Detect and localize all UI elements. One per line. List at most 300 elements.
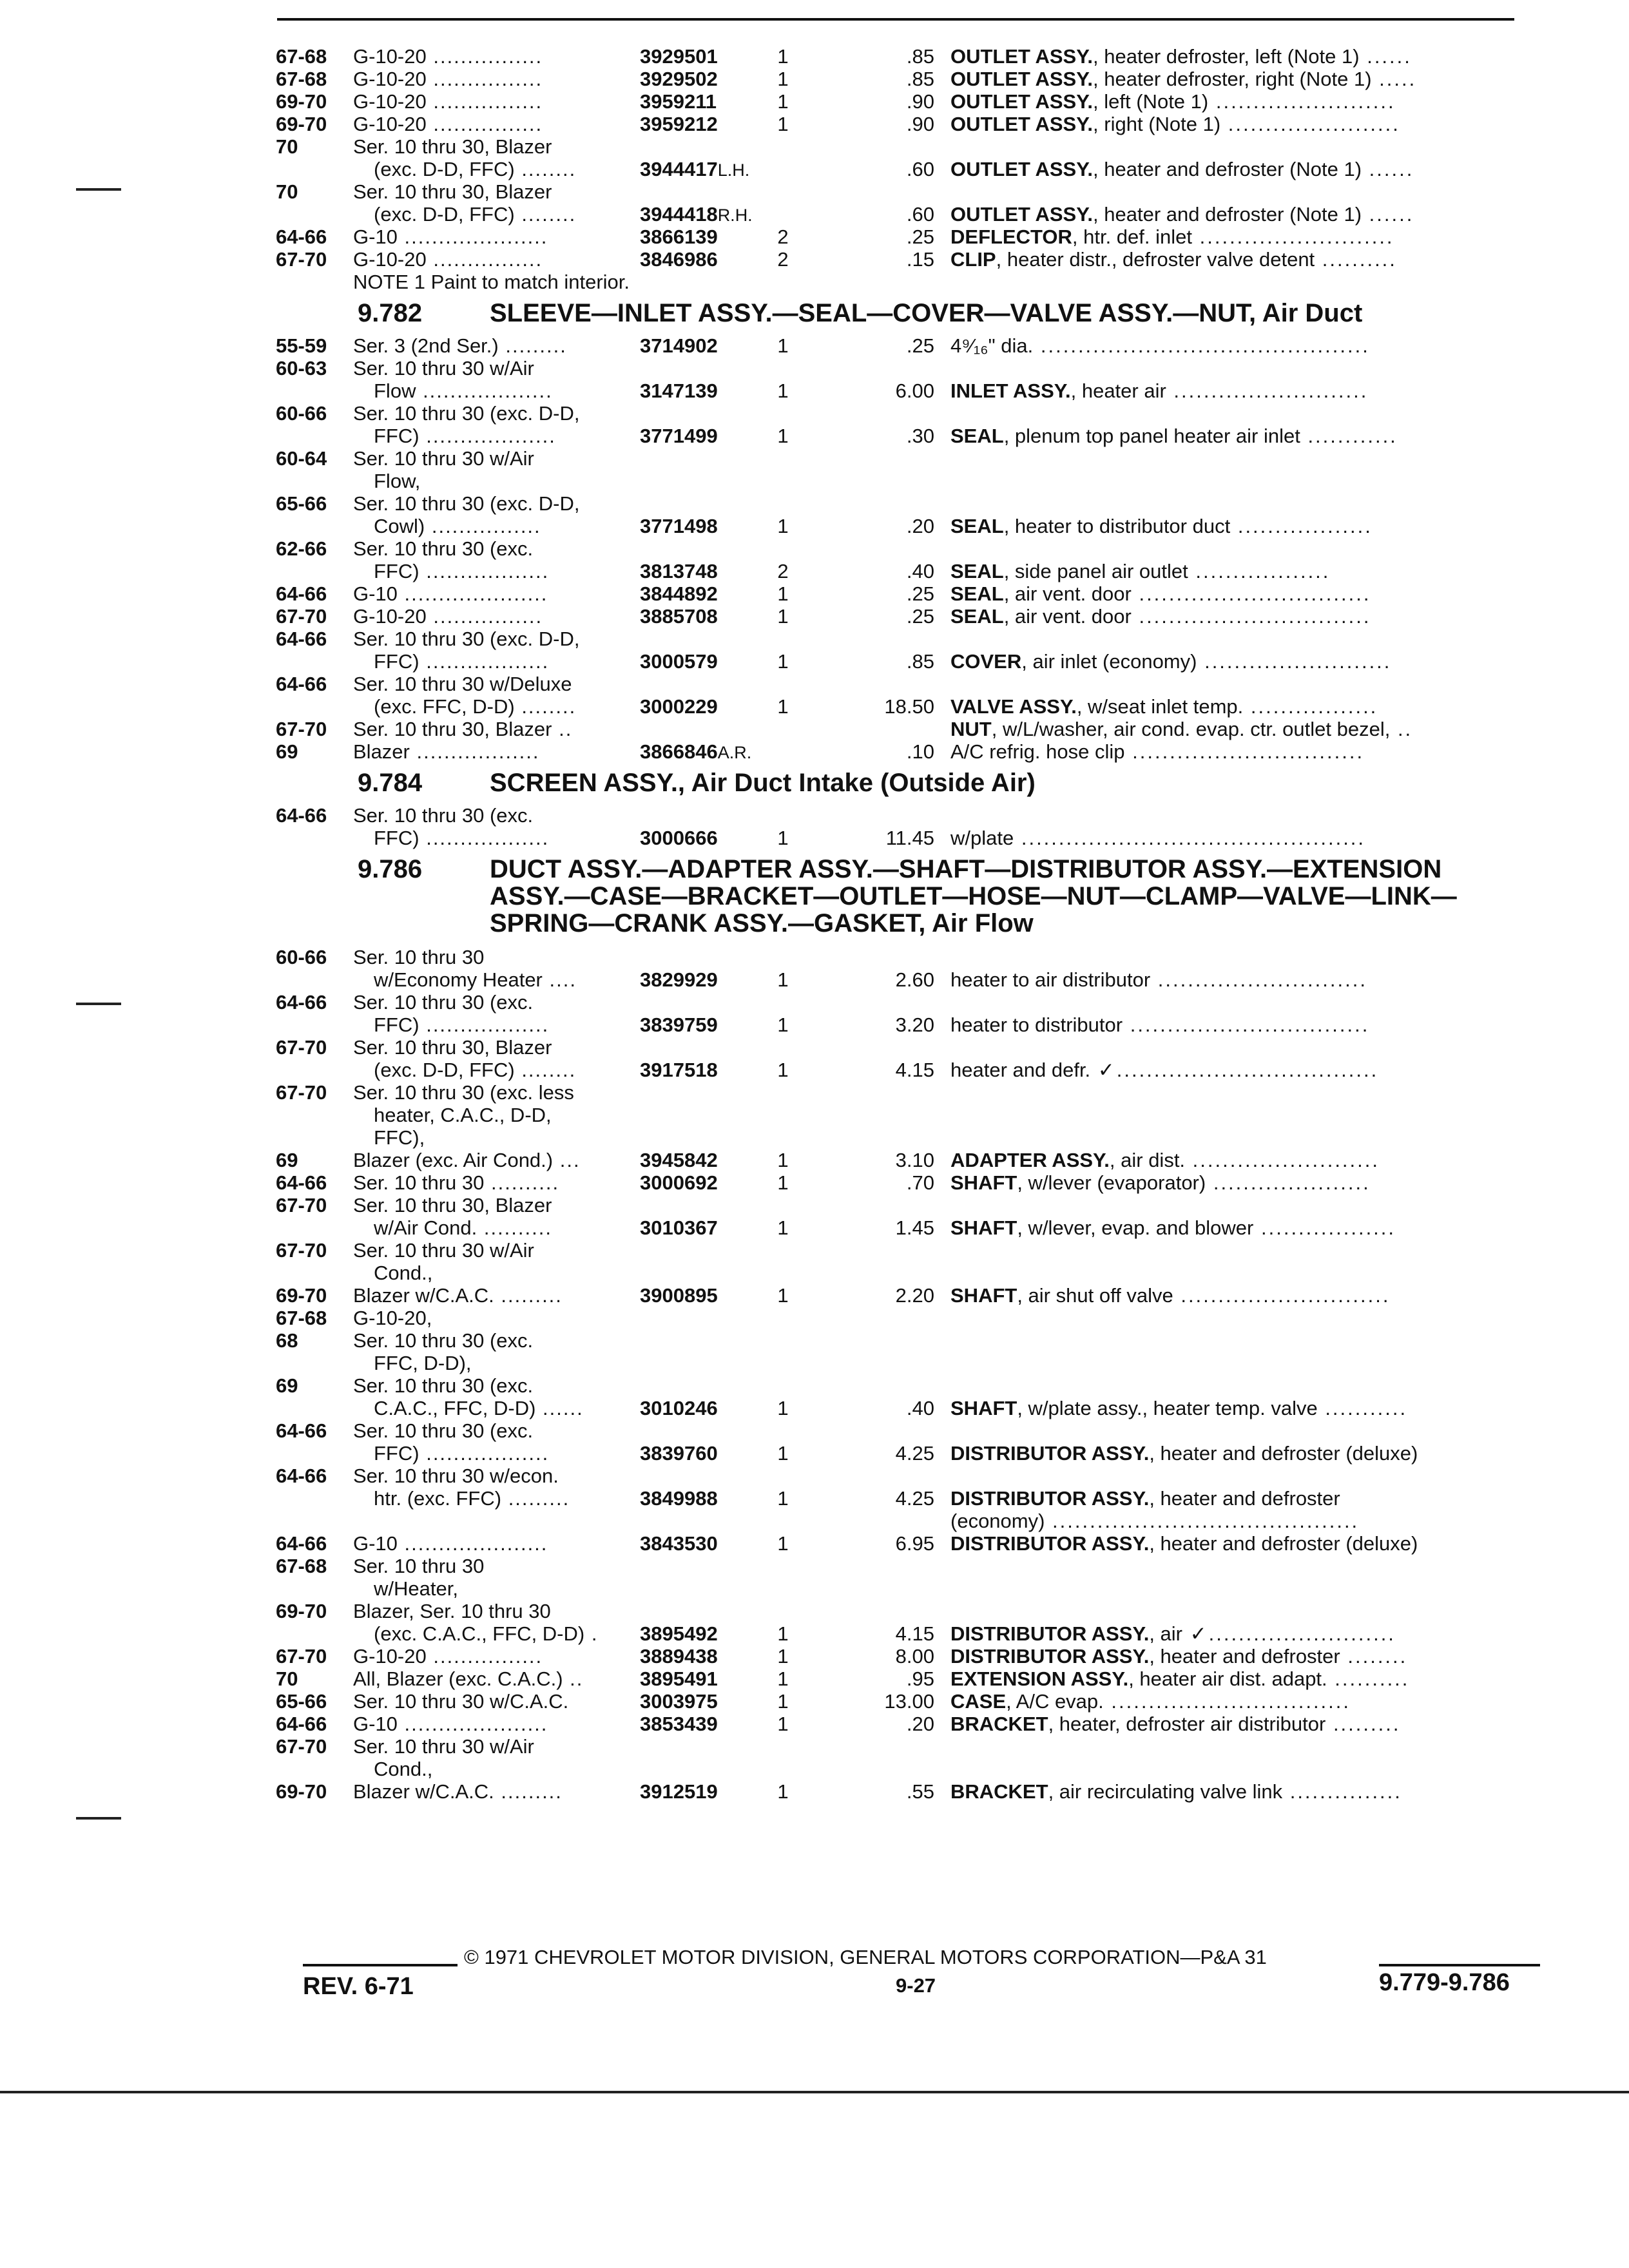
leader-dots: ........................	[1208, 90, 1396, 113]
part-number-text: 3839759	[640, 1014, 718, 1036]
quantity: 1	[777, 380, 789, 402]
part-name: EXTENSION ASSY.	[950, 1667, 1129, 1690]
part-name: BRACKET	[950, 1713, 1048, 1735]
parts-row	[0, 515, 1629, 537]
description-text: heater and defr.	[950, 1059, 1091, 1081]
leader-dots: ..................	[419, 650, 550, 673]
model-year: 60-63	[276, 357, 327, 380]
description-text: , heater and defroster	[1149, 1487, 1340, 1510]
parts-row	[0, 1329, 1629, 1352]
description-text: , heater and defroster (deluxe)	[1149, 1532, 1418, 1555]
part-number-text: 3846986	[640, 248, 718, 271]
model-year: 69-70	[276, 90, 327, 113]
leader-dots: ........	[514, 203, 577, 226]
parts-row	[0, 1036, 1629, 1059]
quantity: 1	[777, 1690, 789, 1713]
part-number	[640, 1622, 756, 1646]
parts-row	[0, 1780, 1629, 1803]
part-number-text: 3944417	[640, 158, 718, 180]
parts-row	[0, 1216, 1629, 1239]
part-name: OUTLET ASSY.	[950, 113, 1094, 135]
application-text: G-10	[353, 582, 398, 605]
parts-listing	[0, 45, 1629, 1803]
part-number	[640, 113, 756, 137]
application-text: All, Blazer (exc. C.A.C.)	[353, 1667, 563, 1690]
section-title: DUCT ASSY.—ADAPTER ASSY.—SHAFT—DISTRIBUTOR ASSY.—EXTENSION ASSY.—CASE—BRACKET—OUTLET—HOSE—NUT—CLAMP—VALVE—LINK—SPRING—CRANK ASSY.—GASKET, Air Flow	[490, 855, 1457, 937]
section-heading-9-786	[0, 856, 1629, 939]
parts-row	[0, 1555, 1629, 1577]
application	[353, 695, 637, 718]
part-number-text: 3944418	[640, 203, 718, 226]
part-number	[640, 1149, 756, 1173]
leader-dots: .....................	[397, 1532, 548, 1555]
part-number	[640, 425, 756, 448]
quantity: 1	[777, 1713, 789, 1735]
model-year: 69-70	[276, 1600, 327, 1622]
parts-row	[0, 380, 1629, 402]
parts-row	[0, 402, 1629, 425]
description	[950, 425, 1530, 447]
application-text: (exc. FFC, D-D)	[374, 695, 515, 718]
part-number	[640, 1713, 756, 1736]
application	[353, 673, 637, 695]
parts-row	[0, 334, 1629, 357]
application	[353, 1171, 637, 1194]
application-text: G-10-20	[353, 248, 427, 271]
application	[353, 1149, 637, 1171]
part-number	[640, 560, 756, 584]
part-name: OUTLET ASSY.	[950, 203, 1094, 226]
application-text: FFC)	[374, 827, 419, 849]
parts-row	[0, 537, 1629, 560]
model-year: 67-70	[276, 1194, 327, 1216]
description-text: , air	[1149, 1622, 1183, 1645]
price: .90	[906, 90, 934, 113]
leader-dots: ✓.........................	[1182, 1622, 1396, 1645]
application	[353, 628, 637, 650]
application-text: Ser. 10 thru 30, Blazer	[353, 1036, 552, 1059]
part-number	[640, 226, 756, 249]
parts-row	[0, 1487, 1629, 1510]
application	[353, 1216, 637, 1239]
leader-dots: ........	[514, 1059, 577, 1081]
section-number: 9.782	[358, 299, 423, 327]
parts-row	[0, 1713, 1629, 1735]
application-text: FFC)	[374, 560, 419, 582]
page-footer	[0, 1933, 1629, 2010]
application	[353, 1758, 637, 1780]
footer-rule	[303, 1964, 458, 1966]
description	[950, 1510, 1530, 1532]
model-year: 67-70	[276, 1735, 327, 1758]
part-number-text: 3000229	[640, 695, 718, 718]
application-text: G-10	[353, 1713, 398, 1735]
parts-row	[0, 1081, 1629, 1104]
leader-dots: ..................	[1188, 560, 1331, 582]
part-number-text: 3929501	[640, 45, 718, 68]
quantity: 1	[777, 1645, 789, 1667]
application	[353, 1262, 637, 1284]
part-number-text: 3895492	[640, 1622, 718, 1645]
leader-dots: ................................	[1103, 1690, 1351, 1713]
price: .90	[906, 113, 934, 135]
description-text: heater to air distributor	[950, 968, 1151, 991]
quantity: 1	[777, 968, 789, 991]
leader-dots: ......	[535, 1397, 584, 1419]
application	[353, 1532, 637, 1555]
description-text: , heater defroster, left (Note 1)	[1093, 45, 1360, 68]
leader-dots: ................	[425, 515, 541, 537]
leader-dots: ........	[1340, 1645, 1408, 1667]
application-text: G-10-20	[353, 45, 427, 68]
margin-tick	[76, 1817, 121, 1820]
section-heading-9-784	[0, 769, 1629, 798]
price: .60	[906, 203, 934, 226]
part-number-text: 3885708	[640, 605, 718, 628]
part-number	[640, 968, 756, 992]
part-number	[640, 1690, 756, 1714]
revision-label: REV. 6-71	[303, 1973, 414, 2000]
part-name: NUT	[950, 718, 992, 740]
parts-row	[0, 1284, 1629, 1307]
model-year: 64-66	[276, 991, 327, 1014]
application-text: G-10-20	[353, 1645, 427, 1667]
application-text: Ser. 10 thru 30 (exc. D-D,	[353, 492, 580, 515]
part-number-text: 3945842	[640, 1149, 718, 1171]
description	[950, 1171, 1530, 1194]
part-number-text: 3010367	[640, 1216, 718, 1239]
application-text: Flow,	[374, 470, 421, 492]
model-year: 67-70	[276, 1239, 327, 1262]
application	[353, 718, 637, 740]
leader-dots: .........	[501, 1487, 570, 1510]
leader-dots: ...............................	[1131, 605, 1371, 628]
part-number-text: 3714902	[640, 334, 718, 357]
price: .40	[906, 1397, 934, 1419]
part-name: OUTLET ASSY.	[950, 45, 1094, 68]
part-number	[640, 1397, 756, 1421]
quantity: 1	[777, 425, 789, 447]
section-number: 9.786	[358, 855, 423, 883]
model-year: 67-68	[276, 1307, 327, 1329]
application-text: Ser. 10 thru 30 (exc.	[353, 1419, 534, 1442]
quantity: 1	[777, 827, 789, 849]
page-number: 9-27	[896, 1974, 936, 1997]
model-year: 67-70	[276, 1036, 327, 1059]
parts-row	[0, 1149, 1629, 1171]
model-year: 62-66	[276, 537, 327, 560]
parts-row	[0, 1059, 1629, 1081]
leader-dots: .....................	[397, 1713, 548, 1735]
description-text: , heater to distributor duct	[1003, 515, 1231, 537]
parts-row	[0, 1667, 1629, 1690]
part-number	[640, 1216, 756, 1240]
parts-row	[0, 582, 1629, 605]
leader-dots: ..	[552, 718, 573, 740]
parts-row	[0, 226, 1629, 248]
model-year: 67-70	[276, 718, 327, 740]
quantity: 1	[777, 1397, 789, 1419]
parts-row	[0, 357, 1629, 380]
application	[353, 560, 637, 582]
application-text: Blazer	[353, 740, 410, 763]
application	[353, 804, 637, 827]
parts-row	[0, 1758, 1629, 1780]
model-year: 65-66	[276, 1690, 327, 1713]
price: 13.00	[884, 1690, 934, 1713]
part-number	[640, 380, 756, 403]
leader-dots: .....	[1371, 68, 1417, 90]
price: .30	[906, 425, 934, 447]
leader-dots: ................	[426, 248, 543, 271]
parts-row	[0, 1510, 1629, 1532]
description-text: w/plate	[950, 827, 1014, 849]
parts-row	[0, 1262, 1629, 1284]
application	[353, 582, 637, 605]
leader-dots: ..	[1390, 718, 1413, 740]
application	[353, 1622, 637, 1645]
application	[353, 425, 637, 447]
part-name: DISTRIBUTOR ASSY.	[950, 1487, 1150, 1510]
leader-dots: ................................	[1123, 1014, 1370, 1036]
application	[353, 1194, 637, 1216]
application	[353, 1397, 637, 1419]
application-text: FFC)	[374, 1442, 419, 1465]
price: 2.60	[895, 968, 934, 991]
application	[353, 1419, 637, 1442]
leader-dots: .........	[494, 1780, 563, 1803]
price: 8.00	[895, 1645, 934, 1667]
part-number	[640, 1487, 756, 1511]
model-year: 64-66	[276, 804, 327, 827]
description	[950, 248, 1530, 271]
description	[950, 203, 1530, 226]
application	[353, 991, 637, 1014]
part-name: COVER	[950, 650, 1022, 673]
application-text: Ser. 10 thru 30 w/Air	[353, 447, 534, 470]
part-number-text: 3959211	[640, 90, 717, 113]
description-text: , heater distr., defroster valve detent	[996, 248, 1315, 271]
parts-row	[0, 113, 1629, 135]
parts-row	[0, 45, 1629, 68]
part-number-text: 3844892	[640, 582, 718, 605]
application	[353, 1126, 637, 1149]
leader-dots: ................	[426, 1645, 543, 1667]
description-text: , air vent. door	[1003, 582, 1132, 605]
price: .95	[906, 1667, 934, 1690]
description	[950, 718, 1530, 740]
leader-dots: ........	[514, 158, 577, 180]
top-rule	[277, 18, 1514, 21]
leader-dots: ..................	[419, 1014, 550, 1036]
part-number-text: 3849988	[640, 1487, 718, 1510]
description-text: , heater and defroster (deluxe)	[1149, 1442, 1418, 1465]
application-text: Cowl)	[374, 515, 425, 537]
application-text: C.A.C., FFC, D-D)	[374, 1397, 536, 1419]
application-text: Ser. 10 thru 30	[353, 1171, 485, 1194]
part-number-text: 3843530	[640, 1532, 718, 1555]
application	[353, 1014, 637, 1036]
part-number-text: 3839760	[640, 1442, 718, 1465]
part-number	[640, 1014, 756, 1037]
parts-row	[0, 991, 1629, 1014]
application-text: Blazer, Ser. 10 thru 30	[353, 1600, 551, 1622]
quantity: 2	[777, 248, 789, 271]
leader-dots: ................	[426, 68, 543, 90]
application	[353, 357, 637, 380]
application-text: Ser. 10 thru 30 (exc.	[353, 804, 534, 827]
price: 4.25	[895, 1487, 934, 1510]
part-name: SHAFT	[950, 1397, 1017, 1419]
application	[353, 1239, 637, 1262]
parts-row	[0, 1239, 1629, 1262]
application	[353, 158, 637, 180]
parts-row	[0, 470, 1629, 492]
leader-dots: .........	[494, 1284, 563, 1307]
leader-dots: ...............	[1282, 1780, 1402, 1803]
parts-row	[0, 673, 1629, 695]
part-number	[640, 1442, 756, 1466]
part-number-text: 3003975	[640, 1690, 718, 1713]
note-text: NOTE 1 Paint to match interior.	[353, 271, 630, 293]
parts-row	[0, 447, 1629, 470]
parts-row	[0, 968, 1629, 991]
parts-row	[0, 203, 1629, 226]
model-year: 69	[276, 1149, 298, 1171]
model-year: 60-64	[276, 447, 327, 470]
parts-row	[0, 1374, 1629, 1397]
application-text: FFC),	[374, 1126, 425, 1149]
description-text: , side panel air outlet	[1003, 560, 1188, 582]
description	[950, 1059, 1530, 1081]
application	[353, 180, 637, 203]
description	[950, 1397, 1530, 1419]
leader-dots: ...............................	[1131, 582, 1371, 605]
model-year: 67-68	[276, 1555, 327, 1577]
price: 4.15	[895, 1622, 934, 1645]
application-text: Ser. 10 thru 30 w/C.A.C.	[353, 1690, 569, 1713]
model-year: 69	[276, 740, 298, 763]
parts-row	[0, 946, 1629, 968]
quantity: 1	[777, 334, 789, 357]
leader-dots: ...	[553, 1149, 581, 1171]
leader-dots: ...............................	[1124, 740, 1365, 763]
application-text: w/Air Cond.	[374, 1216, 477, 1239]
description	[950, 380, 1530, 402]
application-text: G-10	[353, 226, 398, 248]
application-text: G-10	[353, 1532, 398, 1555]
part-name: OUTLET ASSY.	[950, 158, 1094, 180]
leader-dots: ..................	[419, 560, 550, 582]
model-year: 60-66	[276, 402, 327, 425]
description	[950, 1442, 1530, 1465]
parts-row	[0, 1532, 1629, 1555]
leader-dots: ...................	[416, 380, 553, 402]
model-year: 67-70	[276, 248, 327, 271]
leader-dots: ..........................	[1166, 380, 1369, 402]
section-9-786-rows	[0, 946, 1629, 1803]
description-text: , heater and defroster	[1149, 1645, 1340, 1667]
description	[950, 740, 1530, 763]
application	[353, 402, 637, 425]
quantity: 2	[777, 560, 789, 582]
part-number	[640, 334, 756, 358]
part-name: ADAPTER ASSY.	[950, 1149, 1110, 1171]
model-year: 64-66	[276, 1532, 327, 1555]
price: .25	[906, 334, 934, 357]
parts-row	[0, 492, 1629, 515]
part-name: SEAL	[950, 605, 1004, 628]
application-text: w/Heater,	[374, 1577, 458, 1600]
description-text: heater to distributor	[950, 1014, 1123, 1036]
part-number-text: 3889438	[640, 1645, 718, 1667]
price: .15	[906, 248, 934, 271]
part-number-text: 3000579	[640, 650, 718, 673]
leader-dots: ......	[1362, 158, 1414, 180]
description	[950, 1690, 1530, 1713]
application-text: heater, C.A.C., D-D,	[374, 1104, 552, 1126]
model-year: 67-70	[276, 1645, 327, 1667]
part-number-text: 3917518	[640, 1059, 718, 1081]
parts-row	[0, 1014, 1629, 1036]
leader-dots: .........................	[1197, 650, 1392, 673]
price: 3.10	[895, 1149, 934, 1171]
application	[353, 90, 637, 113]
description-text: , air recirculating valve link	[1048, 1780, 1283, 1803]
description-text: , plenum top panel heater air inlet	[1003, 425, 1300, 447]
leader-dots: ..	[563, 1667, 584, 1690]
price: 3.20	[895, 1014, 934, 1036]
leader-dots: ..................	[419, 827, 550, 849]
part-side: A.R.	[717, 743, 752, 762]
application-text: Ser. 10 thru 30	[353, 946, 485, 968]
leader-dots: ................	[426, 605, 543, 628]
parts-row	[0, 1419, 1629, 1442]
leader-dots: ..........	[484, 1171, 560, 1194]
application-text: Blazer w/C.A.C.	[353, 1780, 494, 1803]
leader-dots: ..................	[419, 1442, 550, 1465]
quantity: 1	[777, 1284, 789, 1307]
part-number-text: 3813748	[640, 560, 718, 582]
description	[950, 560, 1530, 582]
quantity: 1	[777, 45, 789, 68]
part-number	[640, 45, 756, 69]
part-number-text: 3866139	[640, 226, 718, 248]
leader-dots: ......	[1359, 45, 1412, 68]
application-text: Ser. 10 thru 30 (exc.	[353, 991, 534, 1014]
part-number	[640, 158, 756, 182]
application	[353, 740, 637, 763]
application	[353, 1690, 637, 1713]
application	[353, 45, 637, 68]
model-year: 60-66	[276, 946, 327, 968]
leader-dots: ..................	[1230, 515, 1373, 537]
application	[353, 650, 637, 673]
parts-row	[0, 180, 1629, 203]
leader-dots: .........	[498, 334, 567, 357]
application	[353, 1059, 637, 1081]
part-number	[640, 90, 756, 114]
price: .85	[906, 650, 934, 673]
parts-row	[0, 1397, 1629, 1419]
application-text: (exc. C.A.C., FFC, D-D)	[374, 1622, 585, 1645]
quantity: 2	[777, 226, 789, 248]
part-name: CLIP	[950, 248, 996, 271]
leader-dots: ..........	[477, 1216, 552, 1239]
description	[950, 1645, 1530, 1667]
quantity: 1	[777, 1442, 789, 1465]
application-text: Ser. 10 thru 30 (exc.	[353, 1374, 534, 1397]
